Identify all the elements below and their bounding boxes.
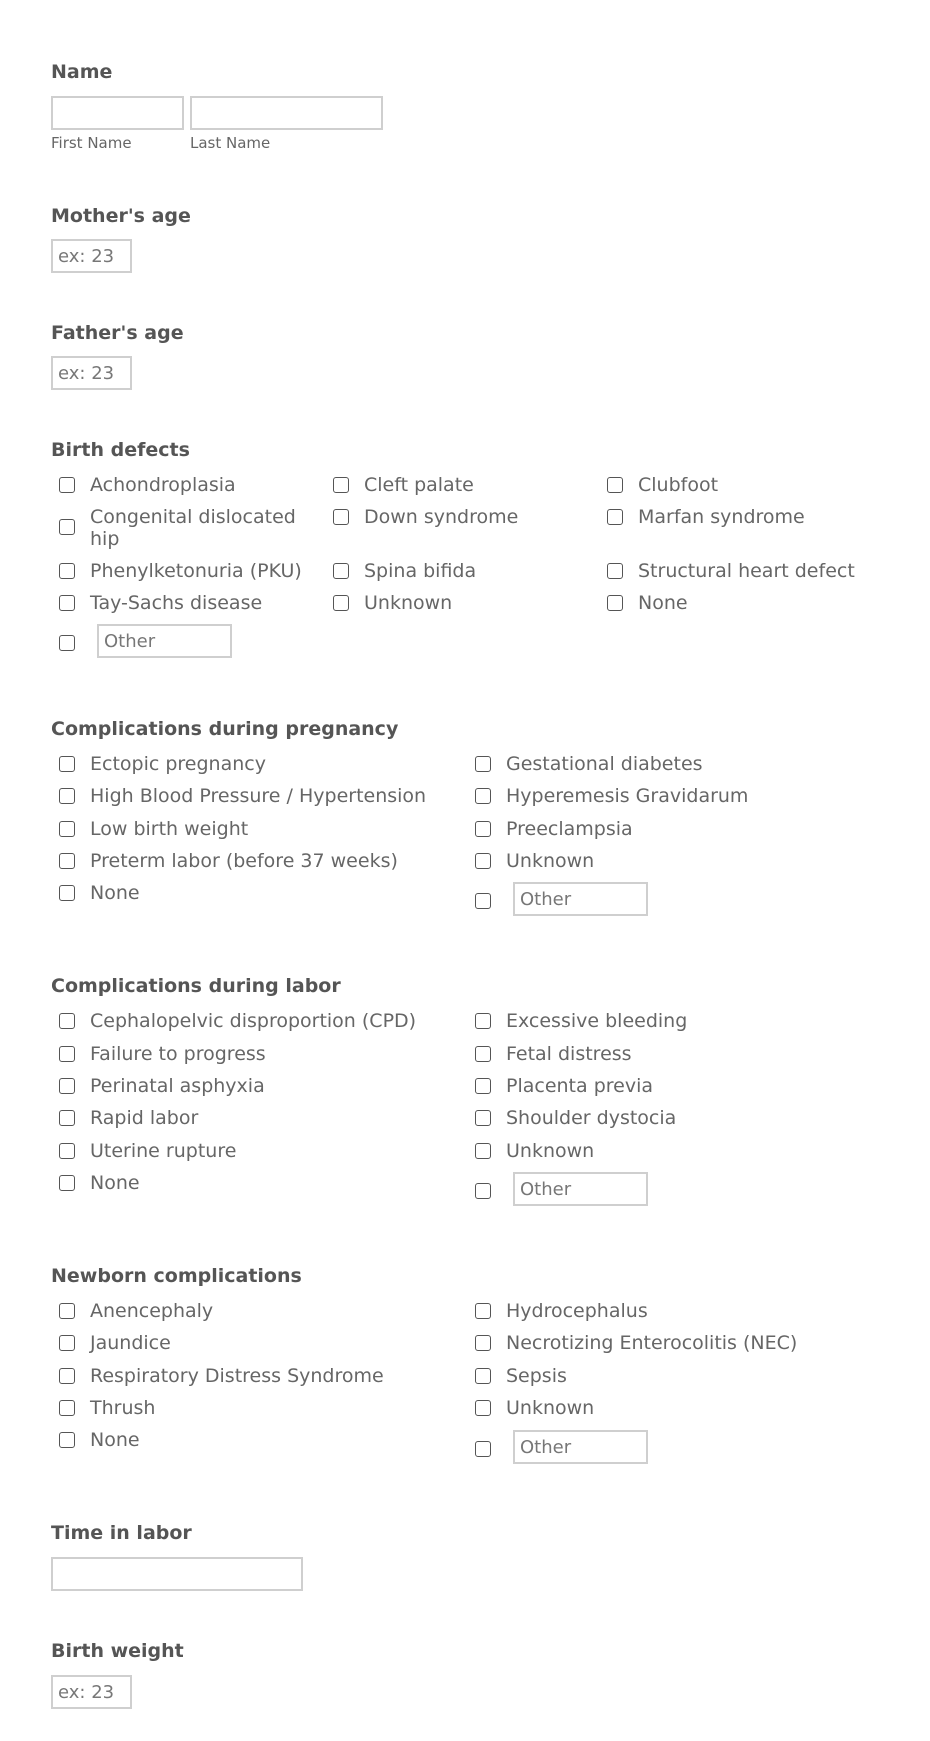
option-label: Thrush bbox=[90, 1397, 156, 1419]
checkbox[interactable] bbox=[475, 1441, 491, 1457]
checkbox[interactable] bbox=[59, 1013, 75, 1029]
fathers-age-input[interactable] bbox=[51, 356, 132, 390]
option-label: Unknown bbox=[506, 1140, 595, 1162]
checkbox[interactable] bbox=[475, 1013, 491, 1029]
checkbox[interactable] bbox=[59, 1110, 75, 1126]
option-label: Cephalopelvic disproportion (CPD) bbox=[90, 1010, 417, 1032]
checkbox[interactable] bbox=[59, 885, 75, 901]
checkbox[interactable] bbox=[59, 821, 75, 837]
option-label: None bbox=[90, 1429, 140, 1451]
checkbox[interactable] bbox=[333, 563, 349, 579]
labor-other-input[interactable] bbox=[513, 1172, 648, 1206]
birth-weight-label: Birth weight bbox=[51, 1640, 184, 1662]
option-label: Unknown bbox=[364, 592, 453, 614]
checkbox[interactable] bbox=[475, 1400, 491, 1416]
checkbox[interactable] bbox=[475, 788, 491, 804]
first-name-input[interactable] bbox=[51, 96, 184, 130]
option-label: Respiratory Distress Syndrome bbox=[90, 1365, 384, 1387]
checkbox[interactable] bbox=[59, 477, 75, 493]
option-label: None bbox=[90, 1172, 140, 1194]
option-label: High Blood Pressure / Hypertension bbox=[90, 785, 427, 807]
checkbox[interactable] bbox=[333, 477, 349, 493]
option-label: None bbox=[638, 592, 688, 614]
option-label: Necrotizing Enterocolitis (NEC) bbox=[506, 1332, 798, 1354]
mothers-age-input[interactable] bbox=[51, 239, 132, 273]
time-in-labor-input[interactable] bbox=[51, 1557, 303, 1591]
checkbox[interactable] bbox=[475, 1110, 491, 1126]
checkbox[interactable] bbox=[59, 1335, 75, 1351]
checkbox[interactable] bbox=[607, 509, 623, 525]
option-label: Fetal distress bbox=[506, 1043, 632, 1065]
checkbox[interactable] bbox=[59, 1303, 75, 1319]
labor-complications-label: Complications during labor bbox=[51, 975, 341, 997]
option-label: Preeclampsia bbox=[506, 818, 633, 840]
option-label: Congenital dislocated hip bbox=[90, 506, 296, 550]
checkbox[interactable] bbox=[475, 756, 491, 772]
last-name-sublabel: Last Name bbox=[190, 134, 271, 152]
option-label: Jaundice bbox=[90, 1332, 171, 1354]
fathers-age-label: Father's age bbox=[51, 322, 184, 344]
checkbox[interactable] bbox=[475, 1078, 491, 1094]
checkbox[interactable] bbox=[475, 821, 491, 837]
last-name-input[interactable] bbox=[190, 96, 383, 130]
newborn-complications-label: Newborn complications bbox=[51, 1265, 302, 1287]
checkbox[interactable] bbox=[475, 893, 491, 909]
option-label: Uterine rupture bbox=[90, 1140, 237, 1162]
option-label: Hyperemesis Gravidarum bbox=[506, 785, 749, 807]
checkbox[interactable] bbox=[59, 563, 75, 579]
first-name-sublabel: First Name bbox=[51, 134, 132, 152]
option-label: Unknown bbox=[506, 1397, 595, 1419]
checkbox[interactable] bbox=[475, 853, 491, 869]
checkbox[interactable] bbox=[59, 756, 75, 772]
checkbox[interactable] bbox=[59, 1078, 75, 1094]
checkbox[interactable] bbox=[475, 1335, 491, 1351]
checkbox[interactable] bbox=[59, 1143, 75, 1159]
option-label: Hydrocephalus bbox=[506, 1300, 648, 1322]
time-in-labor-label: Time in labor bbox=[51, 1522, 192, 1544]
birth-defects-label: Birth defects bbox=[51, 439, 190, 461]
checkbox[interactable] bbox=[607, 477, 623, 493]
checkbox[interactable] bbox=[59, 788, 75, 804]
option-label: Spina bifida bbox=[364, 560, 477, 582]
option-label: Failure to progress bbox=[90, 1043, 266, 1065]
birth-weight-input[interactable] bbox=[51, 1675, 132, 1709]
checkbox[interactable] bbox=[59, 1432, 75, 1448]
option-label: Unknown bbox=[506, 850, 595, 872]
option-label: Tay-Sachs disease bbox=[90, 592, 263, 614]
checkbox[interactable] bbox=[607, 563, 623, 579]
option-label: Structural heart defect bbox=[638, 560, 855, 582]
option-label: Down syndrome bbox=[364, 506, 519, 528]
option-label: Anencephaly bbox=[90, 1300, 214, 1322]
option-label: Placenta previa bbox=[506, 1075, 653, 1097]
option-label: Gestational diabetes bbox=[506, 753, 703, 775]
checkbox[interactable] bbox=[333, 509, 349, 525]
option-label: Perinatal asphyxia bbox=[90, 1075, 265, 1097]
checkbox[interactable] bbox=[59, 635, 75, 651]
option-label: Preterm labor (before 37 weeks) bbox=[90, 850, 398, 872]
mothers-age-label: Mother's age bbox=[51, 205, 191, 227]
checkbox[interactable] bbox=[475, 1183, 491, 1199]
option-label: Sepsis bbox=[506, 1365, 567, 1387]
checkbox[interactable] bbox=[59, 1175, 75, 1191]
checkbox[interactable] bbox=[59, 1046, 75, 1062]
checkbox[interactable] bbox=[59, 519, 75, 535]
checkbox[interactable] bbox=[59, 853, 75, 869]
option-label: Marfan syndrome bbox=[638, 506, 805, 528]
option-label: Clubfoot bbox=[638, 474, 719, 496]
checkbox[interactable] bbox=[59, 595, 75, 611]
pregnancy-complications-label: Complications during pregnancy bbox=[51, 718, 399, 740]
name-label: Name bbox=[51, 61, 113, 83]
option-label: Ectopic pregnancy bbox=[90, 753, 266, 775]
option-label: Shoulder dystocia bbox=[506, 1107, 677, 1129]
option-label: Excessive bleeding bbox=[506, 1010, 688, 1032]
birth-defect-other-input[interactable] bbox=[97, 624, 232, 658]
checkbox[interactable] bbox=[59, 1368, 75, 1384]
option-label: Achondroplasia bbox=[90, 474, 236, 496]
checkbox[interactable] bbox=[475, 1143, 491, 1159]
checkbox[interactable] bbox=[475, 1368, 491, 1384]
option-label: Phenylketonuria (PKU) bbox=[90, 560, 302, 582]
option-label: None bbox=[90, 882, 140, 904]
checkbox[interactable] bbox=[59, 1400, 75, 1416]
checkbox[interactable] bbox=[475, 1046, 491, 1062]
option-label: Cleft palate bbox=[364, 474, 474, 496]
pregnancy-other-input[interactable] bbox=[513, 882, 648, 916]
checkbox[interactable] bbox=[607, 595, 623, 611]
option-label: Rapid labor bbox=[90, 1107, 199, 1129]
checkbox[interactable] bbox=[475, 1303, 491, 1319]
newborn-other-input[interactable] bbox=[513, 1430, 648, 1464]
option-label: Low birth weight bbox=[90, 818, 249, 840]
checkbox[interactable] bbox=[333, 595, 349, 611]
